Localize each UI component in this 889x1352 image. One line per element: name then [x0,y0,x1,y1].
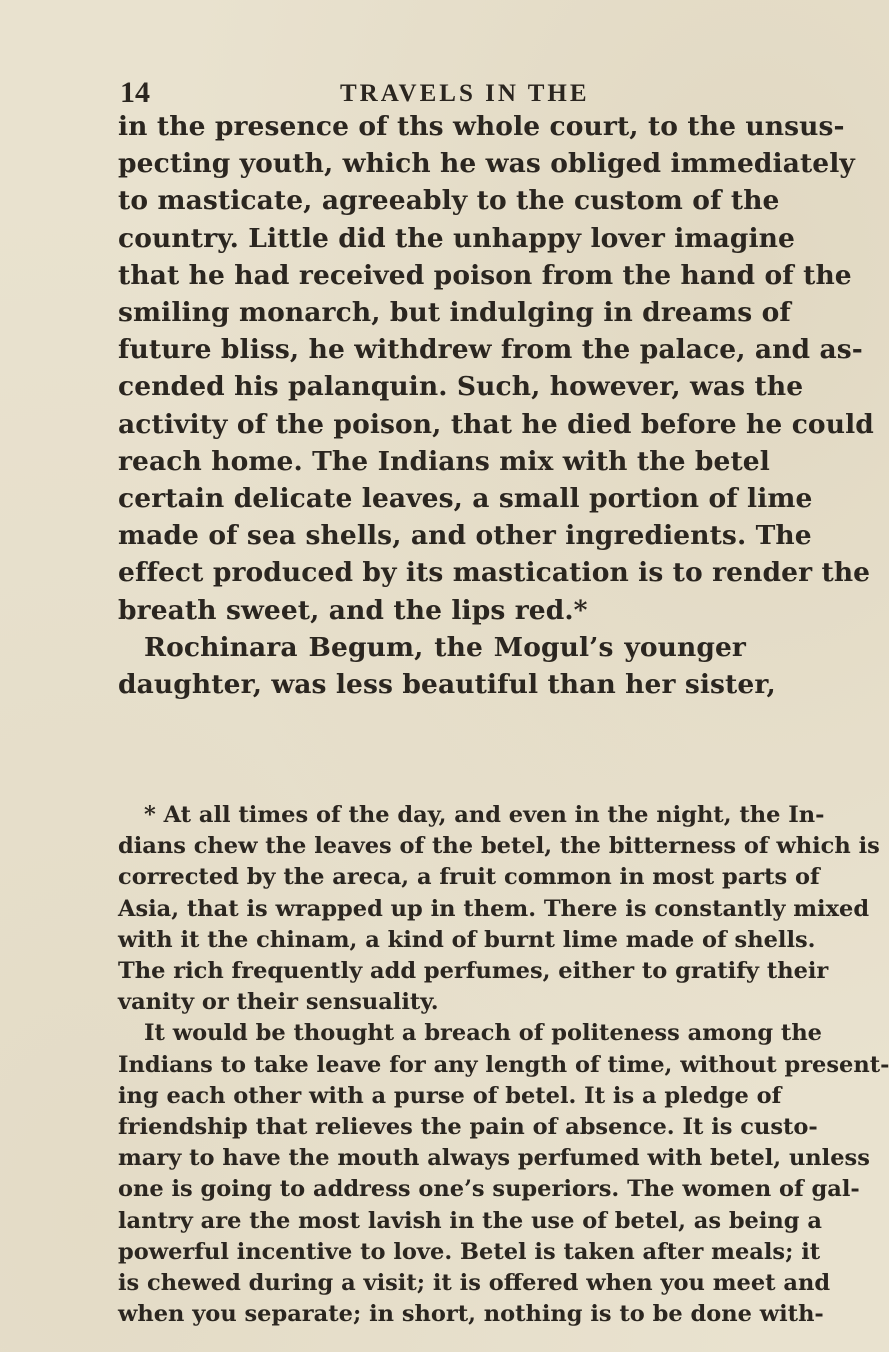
footnote-line: The rich frequently add perfumes, either to gratify their [118,958,829,985]
text-line: pecting youth, which he was obliged immediately [118,148,855,180]
text-line: cended his palanquin. Such, however, was the [118,371,804,403]
main-text [118,108,874,703]
text-line: daughter, was less beautiful than her sister, [118,669,776,701]
footnote-line: ing each other with a purse of betel. It is a pledge of [118,1082,782,1109]
text-line: certain delicate leaves, a small portion of lime [118,483,813,515]
text-line: breath sweet, and the lips red.* [118,594,588,626]
footnote-line: mary to have the mouth always perfumed with betel, unless [118,1145,870,1172]
text-line: future bliss, he withdrew from the palace, and as- [118,334,863,366]
footnote-line: Indians to take leave for any length of time, without present- [118,1051,889,1078]
text-line: made of sea shells, and other ingredients. The [118,520,812,552]
footnote-line: vanity or their sensuality. [118,989,439,1016]
text-line: to masticate, agreeably to the custom of the [118,185,780,217]
text-line: reach home. The Indians mix with the betel [118,445,770,477]
footnote [118,800,889,1330]
text-line: Rochinara Begum, the Mogul’s younger [144,631,746,663]
footnote-line: * At all times of the day, and even in the night, the In- [144,802,825,828]
footnote-line: friendship that relieves the pain of absence. It is custo- [118,1114,818,1141]
footnote-line: corrected by the areca, a fruit common in most parts of [118,864,820,891]
footnote-line: powerful incentive to love. Betel is taken after meals; it [118,1238,821,1265]
footnote-line: lantry are the most lavish in the use of betel, as being a [118,1207,822,1234]
footnote-line: with it the chinam, a kind of burnt lime made of shells. [118,926,816,953]
text-line: that he had received poison from the hand of the [118,259,852,291]
text-line: effect produced by its mastication is to render the [118,557,871,589]
text-line: in the presence of ths whole court, to the unsus- [118,111,845,142]
text-line: country. Little did the unhappy lover imagine [118,222,795,254]
text-line: smiling monarch, but indulging in dreams of [118,297,791,329]
footnote-line: Asia, that is wrapped up in them. There is constantly mixed [118,895,870,922]
footnote-line: is chewed during a visit; it is offered when you meet and [118,1270,831,1297]
footnote-line: when you separate; in short, nothing is to be done with- [118,1301,824,1328]
footnote-line: one is going to address one’s superiors. The women of gal- [118,1176,860,1203]
footnote-line: dians chew the leaves of the betel, the bitterness of which is [118,833,880,860]
text-line: activity of the poison, that he died before he could [118,408,874,440]
running-head: TRAVELS IN THE [340,80,590,107]
footnote-line: It would be thought a breach of politeness among the [144,1020,822,1047]
page-number: 14 [120,76,150,109]
